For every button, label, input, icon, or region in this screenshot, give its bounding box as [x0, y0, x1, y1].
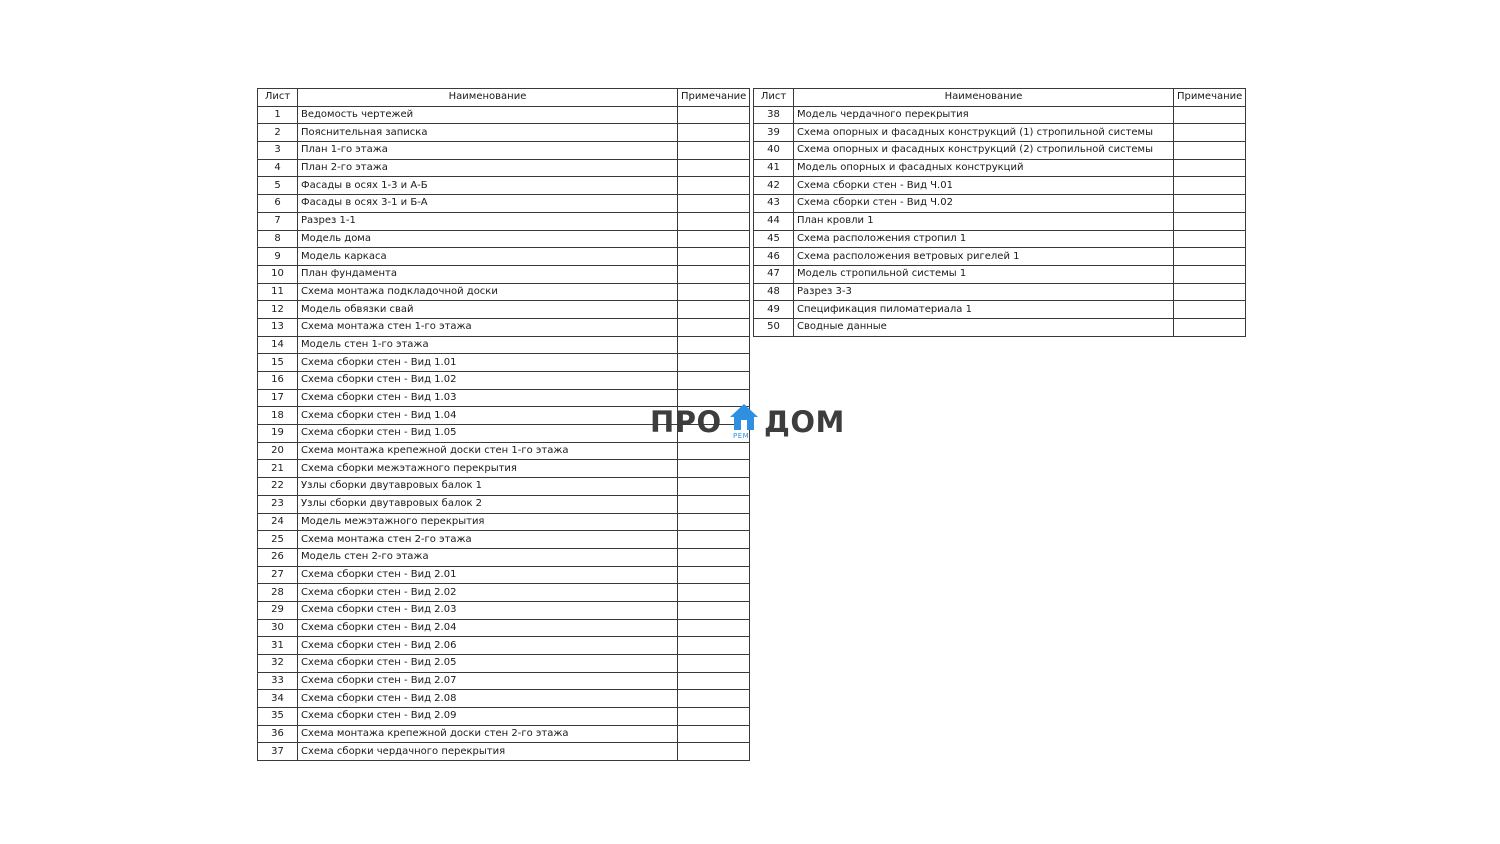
- table-row: [754, 124, 1246, 142]
- table-row: [258, 442, 750, 460]
- sheet-name: Схема сборки стен - Вид 2.04: [298, 619, 678, 637]
- sheet-number: 20: [258, 442, 298, 460]
- sheet-number: 40: [754, 142, 794, 160]
- sheet-note: [1174, 283, 1246, 301]
- sheet-note: [678, 248, 750, 266]
- table-row: [754, 177, 1246, 195]
- sheet-number: 45: [754, 230, 794, 248]
- header-sheet: Лист: [258, 89, 298, 107]
- sheet-number: 48: [754, 283, 794, 301]
- sheet-name: Модель каркаса: [298, 248, 678, 266]
- drawings-list-table-right: [753, 88, 1246, 337]
- table-row: [258, 708, 750, 726]
- sheet-name: Схема сборки стен - Вид 2.08: [298, 690, 678, 708]
- table-row: [258, 743, 750, 761]
- sheet-note: [678, 531, 750, 549]
- sheet-number: 42: [754, 177, 794, 195]
- header-name: Наименование: [298, 89, 678, 107]
- sheet-name: Модель межэтажного перекрытия: [298, 513, 678, 531]
- table-row: [258, 195, 750, 213]
- table-row: [258, 655, 750, 673]
- sheet-name: Узлы сборки двутавровых балок 1: [298, 478, 678, 496]
- sheet-number: 1: [258, 106, 298, 124]
- sheet-note: [678, 124, 750, 142]
- table-row: [258, 584, 750, 602]
- header-note: Примечание: [1174, 89, 1246, 107]
- sheet-note: [678, 177, 750, 195]
- table-row: [754, 142, 1246, 160]
- sheet-note: [678, 725, 750, 743]
- sheet-number: 49: [754, 301, 794, 319]
- table-row: [258, 637, 750, 655]
- sheet-note: [678, 566, 750, 584]
- table-row: [258, 106, 750, 124]
- header-row: [754, 89, 1246, 107]
- table-row: [754, 159, 1246, 177]
- header-row: [258, 89, 750, 107]
- sheet-note: [1174, 230, 1246, 248]
- sheet-number: 43: [754, 195, 794, 213]
- sheet-name: Узлы сборки двутавровых балок 2: [298, 495, 678, 513]
- sheet-number: 10: [258, 265, 298, 283]
- sheet-name: Схема сборки межэтажного перекрытия: [298, 460, 678, 478]
- table-row: [754, 248, 1246, 266]
- sheet-name: Спецификация пиломатериала 1: [794, 301, 1174, 319]
- house-icon: [729, 402, 759, 432]
- sheet-number: 11: [258, 283, 298, 301]
- sheet-note: [678, 743, 750, 761]
- sheet-name: Схема сборки стен - Вид 1.04: [298, 407, 678, 425]
- sheet-note: [1174, 301, 1246, 319]
- sheet-number: 27: [258, 566, 298, 584]
- table-row: [258, 318, 750, 336]
- table-row: [258, 495, 750, 513]
- sheet-number: 28: [258, 584, 298, 602]
- sheet-number: 37: [258, 743, 298, 761]
- sheet-name: Схема сборки стен - Вид 2.01: [298, 566, 678, 584]
- sheet-name: Фасады в осях 3-1 и Б-А: [298, 195, 678, 213]
- sheet-number: 46: [754, 248, 794, 266]
- sheet-note: [1174, 248, 1246, 266]
- table-row: [258, 159, 750, 177]
- sheet-name: Схема опорных и фасадных конструкций (2) стропильной системы: [794, 142, 1174, 160]
- table-row: [754, 230, 1246, 248]
- sheet-name: Схема монтажа крепежной доски стен 1-го этажа: [298, 442, 678, 460]
- sheet-name: Разрез 3-3: [794, 283, 1174, 301]
- table-row: [258, 478, 750, 496]
- table-row: [258, 336, 750, 354]
- table-row: [258, 372, 750, 390]
- sheet-name: Фасады в осях 1-3 и А-Б: [298, 177, 678, 195]
- table-row: [258, 460, 750, 478]
- sheet-number: 22: [258, 478, 298, 496]
- sheet-name: План 1-го этажа: [298, 142, 678, 160]
- sheet-number: 41: [754, 159, 794, 177]
- sheet-name: Схема сборки стен - Вид 1.01: [298, 354, 678, 372]
- sheet-number: 5: [258, 177, 298, 195]
- sheet-note: [678, 230, 750, 248]
- table-row: [258, 566, 750, 584]
- sheet-note: [1174, 159, 1246, 177]
- table-row: [754, 265, 1246, 283]
- sheet-note: [678, 159, 750, 177]
- sheet-note: [678, 495, 750, 513]
- sheet-number: 29: [258, 601, 298, 619]
- sheet-name: Разрез 1-1: [298, 212, 678, 230]
- table-row: [258, 230, 750, 248]
- sheet-note: [678, 672, 750, 690]
- sheet-name: Схема опорных и фасадных конструкций (1) стропильной системы: [794, 124, 1174, 142]
- table-row: [754, 283, 1246, 301]
- sheet-note: [1174, 212, 1246, 230]
- sheet-number: 36: [258, 725, 298, 743]
- table-row: [258, 354, 750, 372]
- sheet-note: [678, 265, 750, 283]
- sheet-number: 50: [754, 318, 794, 336]
- sheet-number: 32: [258, 655, 298, 673]
- sheet-name: Модель обвязки свай: [298, 301, 678, 319]
- sheet-note: [678, 142, 750, 160]
- sheet-number: 13: [258, 318, 298, 336]
- sheet-number: 47: [754, 265, 794, 283]
- sheet-number: 8: [258, 230, 298, 248]
- sheet-note: [678, 372, 750, 390]
- sheet-number: 16: [258, 372, 298, 390]
- sheet-name: Схема расположения ветровых ригелей 1: [794, 248, 1174, 266]
- table-row: [258, 212, 750, 230]
- sheet-note: [678, 460, 750, 478]
- sheet-note: [678, 637, 750, 655]
- sheet-note: [678, 655, 750, 673]
- sheet-name: Модель стен 1-го этажа: [298, 336, 678, 354]
- sheet-number: 12: [258, 301, 298, 319]
- sheet-note: [1174, 318, 1246, 336]
- sheet-name: Схема монтажа подкладочной доски: [298, 283, 678, 301]
- sheet-number: 33: [258, 672, 298, 690]
- sheet-name: Схема сборки стен - Вид 2.02: [298, 584, 678, 602]
- sheet-number: 6: [258, 195, 298, 213]
- sheet-note: [678, 548, 750, 566]
- table-row: [754, 301, 1246, 319]
- sheet-note: [678, 601, 750, 619]
- sheet-note: [678, 708, 750, 726]
- sheet-name: Модель чердачного перекрытия: [794, 106, 1174, 124]
- sheet-number: 7: [258, 212, 298, 230]
- sheet-name: Схема сборки стен - Вид 2.06: [298, 637, 678, 655]
- sheet-name: Модель опорных и фасадных конструкций: [794, 159, 1174, 177]
- sheet-number: 44: [754, 212, 794, 230]
- sheet-note: [1174, 142, 1246, 160]
- table-row: [258, 725, 750, 743]
- sheet-number: 23: [258, 495, 298, 513]
- sheet-number: 24: [258, 513, 298, 531]
- sheet-name: План фундамента: [298, 265, 678, 283]
- sheet-number: 35: [258, 708, 298, 726]
- sheet-name: Схема сборки стен - Вид 1.03: [298, 389, 678, 407]
- header-note: Примечание: [678, 89, 750, 107]
- sheet-name: Модель стен 2-го этажа: [298, 548, 678, 566]
- sheet-number: 30: [258, 619, 298, 637]
- table-row: [754, 318, 1246, 336]
- table-row: [258, 283, 750, 301]
- sheet-note: [678, 212, 750, 230]
- logo-text-sub: РЕМ: [733, 432, 750, 440]
- sheet-name: Сводные данные: [794, 318, 1174, 336]
- table-row: [258, 301, 750, 319]
- sheet-number: 39: [754, 124, 794, 142]
- table-row: [258, 690, 750, 708]
- sheet-number: 3: [258, 142, 298, 160]
- sheet-name: Схема монтажа стен 1-го этажа: [298, 318, 678, 336]
- sheet-name: Схема сборки стен - Вид 2.05: [298, 655, 678, 673]
- table-row: [754, 106, 1246, 124]
- table-row: [258, 177, 750, 195]
- sheet-note: [1174, 124, 1246, 142]
- sheet-number: 26: [258, 548, 298, 566]
- sheet-name: Схема сборки стен - Вид 2.09: [298, 708, 678, 726]
- sheet-name: Схема сборки стен - Вид 1.02: [298, 372, 678, 390]
- header-name: Наименование: [794, 89, 1174, 107]
- sheet-note: [1174, 106, 1246, 124]
- sheet-number: 21: [258, 460, 298, 478]
- sheet-name: План 2-го этажа: [298, 159, 678, 177]
- table-row: [258, 601, 750, 619]
- sheet-name: План кровли 1: [794, 212, 1174, 230]
- sheet-name: Схема сборки стен - Вид 2.07: [298, 672, 678, 690]
- sheet-number: 2: [258, 124, 298, 142]
- sheet-note: [678, 513, 750, 531]
- table-row: [258, 619, 750, 637]
- sheet-note: [678, 301, 750, 319]
- sheet-note: [678, 106, 750, 124]
- sheet-note: [1174, 177, 1246, 195]
- sheet-number: 15: [258, 354, 298, 372]
- sheet-note: [678, 442, 750, 460]
- sheet-number: 18: [258, 407, 298, 425]
- sheet-note: [678, 318, 750, 336]
- sheet-note: [678, 195, 750, 213]
- sheet-name: Схема сборки стен - Вид Ч.01: [794, 177, 1174, 195]
- header-sheet: Лист: [754, 89, 794, 107]
- sheet-note: [1174, 265, 1246, 283]
- sheet-name: Схема сборки стен - Вид 1.05: [298, 425, 678, 443]
- sheet-name: Схема сборки стен - Вид 2.03: [298, 601, 678, 619]
- sheet-note: [678, 283, 750, 301]
- sheet-note: [1174, 195, 1246, 213]
- sheet-name: Схема сборки стен - Вид Ч.02: [794, 195, 1174, 213]
- sheet-note: [678, 690, 750, 708]
- sheet-name: Пояснительная записка: [298, 124, 678, 142]
- table-row: [258, 265, 750, 283]
- sheet-number: 19: [258, 425, 298, 443]
- sheet-number: 25: [258, 531, 298, 549]
- sheet-number: 9: [258, 248, 298, 266]
- sheet-name: Модель стропильной системы 1: [794, 265, 1174, 283]
- sheet-note: [678, 619, 750, 637]
- sheet-note: [678, 584, 750, 602]
- logo-text-dom: ДОМ: [764, 405, 845, 439]
- sheet-number: 34: [258, 690, 298, 708]
- sheet-note: [678, 478, 750, 496]
- table-row: [754, 212, 1246, 230]
- sheet-name: Схема сборки чердачного перекрытия: [298, 743, 678, 761]
- sheet-note: [678, 354, 750, 372]
- sheet-number: 14: [258, 336, 298, 354]
- sheet-name: Модель дома: [298, 230, 678, 248]
- sheet-name: Схема расположения стропил 1: [794, 230, 1174, 248]
- sheet-note: [678, 336, 750, 354]
- table-row: [258, 548, 750, 566]
- table-row: [258, 124, 750, 142]
- table-row: [754, 195, 1246, 213]
- sheet-number: 38: [754, 106, 794, 124]
- sheet-number: 17: [258, 389, 298, 407]
- logo-text-pro: ПРО: [650, 405, 722, 439]
- table-row: [258, 531, 750, 549]
- sheet-name: Схема монтажа крепежной доски стен 2-го этажа: [298, 725, 678, 743]
- sheet-name: Схема монтажа стен 2-го этажа: [298, 531, 678, 549]
- sheet-number: 4: [258, 159, 298, 177]
- sheet-name: Ведомость чертежей: [298, 106, 678, 124]
- table-row: [258, 248, 750, 266]
- pro-dom-logo: [650, 402, 850, 442]
- table-row: [258, 142, 750, 160]
- table-row: [258, 672, 750, 690]
- sheet-number: 31: [258, 637, 298, 655]
- table-row: [258, 513, 750, 531]
